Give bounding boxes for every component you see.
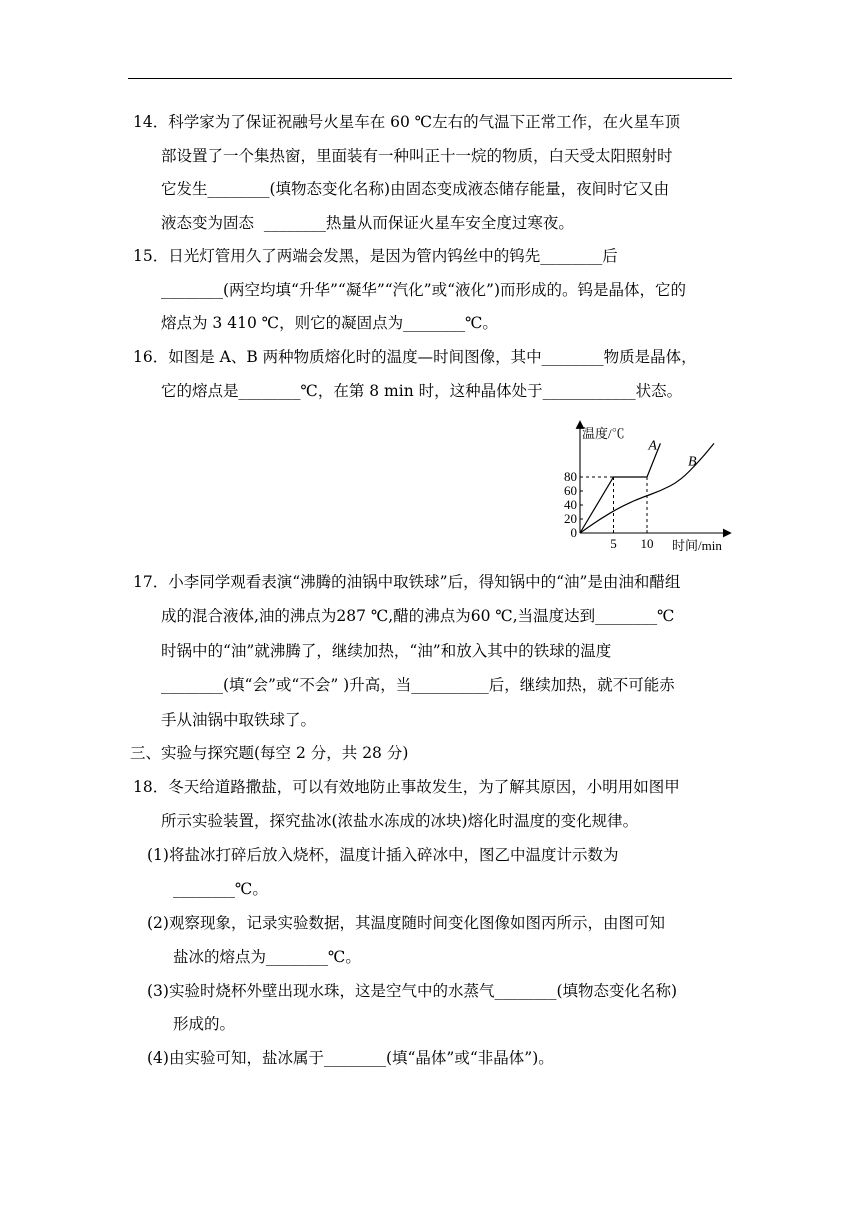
q15-line-1: 15．日光灯管用久了两端会发黑，是因为管内钨丝中的钨先________后 [133,247,618,265]
q15-line-2: ________(两空均填“升华”“凝华”“汽化”或“液化”)而形成的。钨是晶体，它的 [161,281,686,299]
x-axis-label: 时间/min [672,538,722,553]
chart-guides [580,477,647,533]
y-tick-label: 80 [564,469,577,484]
series-label-A: A [648,438,657,454]
temperature-time-chart [548,418,734,558]
x-tick-label: 5 [610,536,617,551]
q15-line-3: 熔点为 3 410 ℃，则它的凝固点为________℃。 [161,314,498,332]
q17-line-3: 时锅中的“油”就沸腾了，继续加热，“油”和放入其中的铁球的温度 [161,642,612,660]
q17-line-1: 17．小李同学观看表演“沸腾的油锅中取铁球”后，得知锅中的“油”是由油和醋组 [133,573,681,591]
q18-sub1-line-2: ________℃。 [173,880,268,898]
q16-line-2: 它的熔点是________℃，在第 8 min 时，这种晶体处于____________状态。 [161,382,683,400]
section-3-title: 三、实验与探究题(每空 2 分，共 28 分) [130,744,409,762]
y-tick-label: 20 [564,511,577,526]
q18-sub2-line-2: 盐冰的熔点为________℃。 [173,948,361,966]
y-tick-label: 60 [564,483,577,498]
q14-line-4: 液态变为固态 ________热量从而保证火星车安全度过寒夜。 [161,214,574,232]
chart-ticks [564,469,654,551]
q18-sub4-line-1: (4)由实验可知，盐冰属于________(填“晶体”或“非晶体”)。 [147,1049,554,1067]
q17-line-5: 手从油锅中取铁球了。 [161,711,317,729]
q14-line-1: 14．科学家为了保证祝融号火星车在 60 ℃左右的气温下正常工作，在火星车顶 [133,113,681,131]
q18-sub2-line-1: (2)观察现象，记录实验数据，其温度随时间变化图像如图丙所示，由图可知 [147,914,665,932]
q14-line-2: 部设置了一个集热窗，里面装有一种叫正十一烷的物质，白天受太阳照射时 [161,147,673,165]
series-line-A [580,443,660,533]
q18-sub3-line-2: 形成的。 [173,1015,236,1033]
q17-line-2: 成的混合液体,油的沸点为287 ℃,醋的沸点为60 ℃,当温度达到________℃ [161,607,675,625]
y-tick-label: 0 [570,525,577,540]
series-label-B: B [688,454,697,470]
q14-line-3: 它发生________(填物态变化名称)由固态变成液态储存能量，夜间时它又由 [161,180,670,198]
x-tick-label: 10 [640,536,654,551]
q17-line-4: ________(填“会”或“不会” )升高，当__________后，继续加热，就不可能赤 [161,676,675,694]
q18-sub3-line-1: (3)实验时烧杯外壁出现水珠，这是空气中的水蒸气________(填物态变化名称) [147,982,678,1000]
header-rule [128,78,732,79]
q16-line-1: 16．如图是 A、B 两种物质熔化时的温度—时间图像，其中________物质是晶体， [133,348,697,366]
q18-line-1: 18．冬天给道路撒盐，可以有效地防止事故发生，为了解其原因，小明用如图甲 [133,778,680,796]
y-axis-label: 温度/℃ [582,426,625,441]
y-tick-label: 40 [564,497,577,512]
q18-sub1-line-1: (1)将盐冰打碎后放入烧杯，温度计插入碎冰中，图乙中温度计示数为 [147,846,619,864]
q18-line-2: 所示实验装置，探究盐冰(浓盐水冻成的冰块)熔化时温度的变化规律。 [161,812,639,830]
